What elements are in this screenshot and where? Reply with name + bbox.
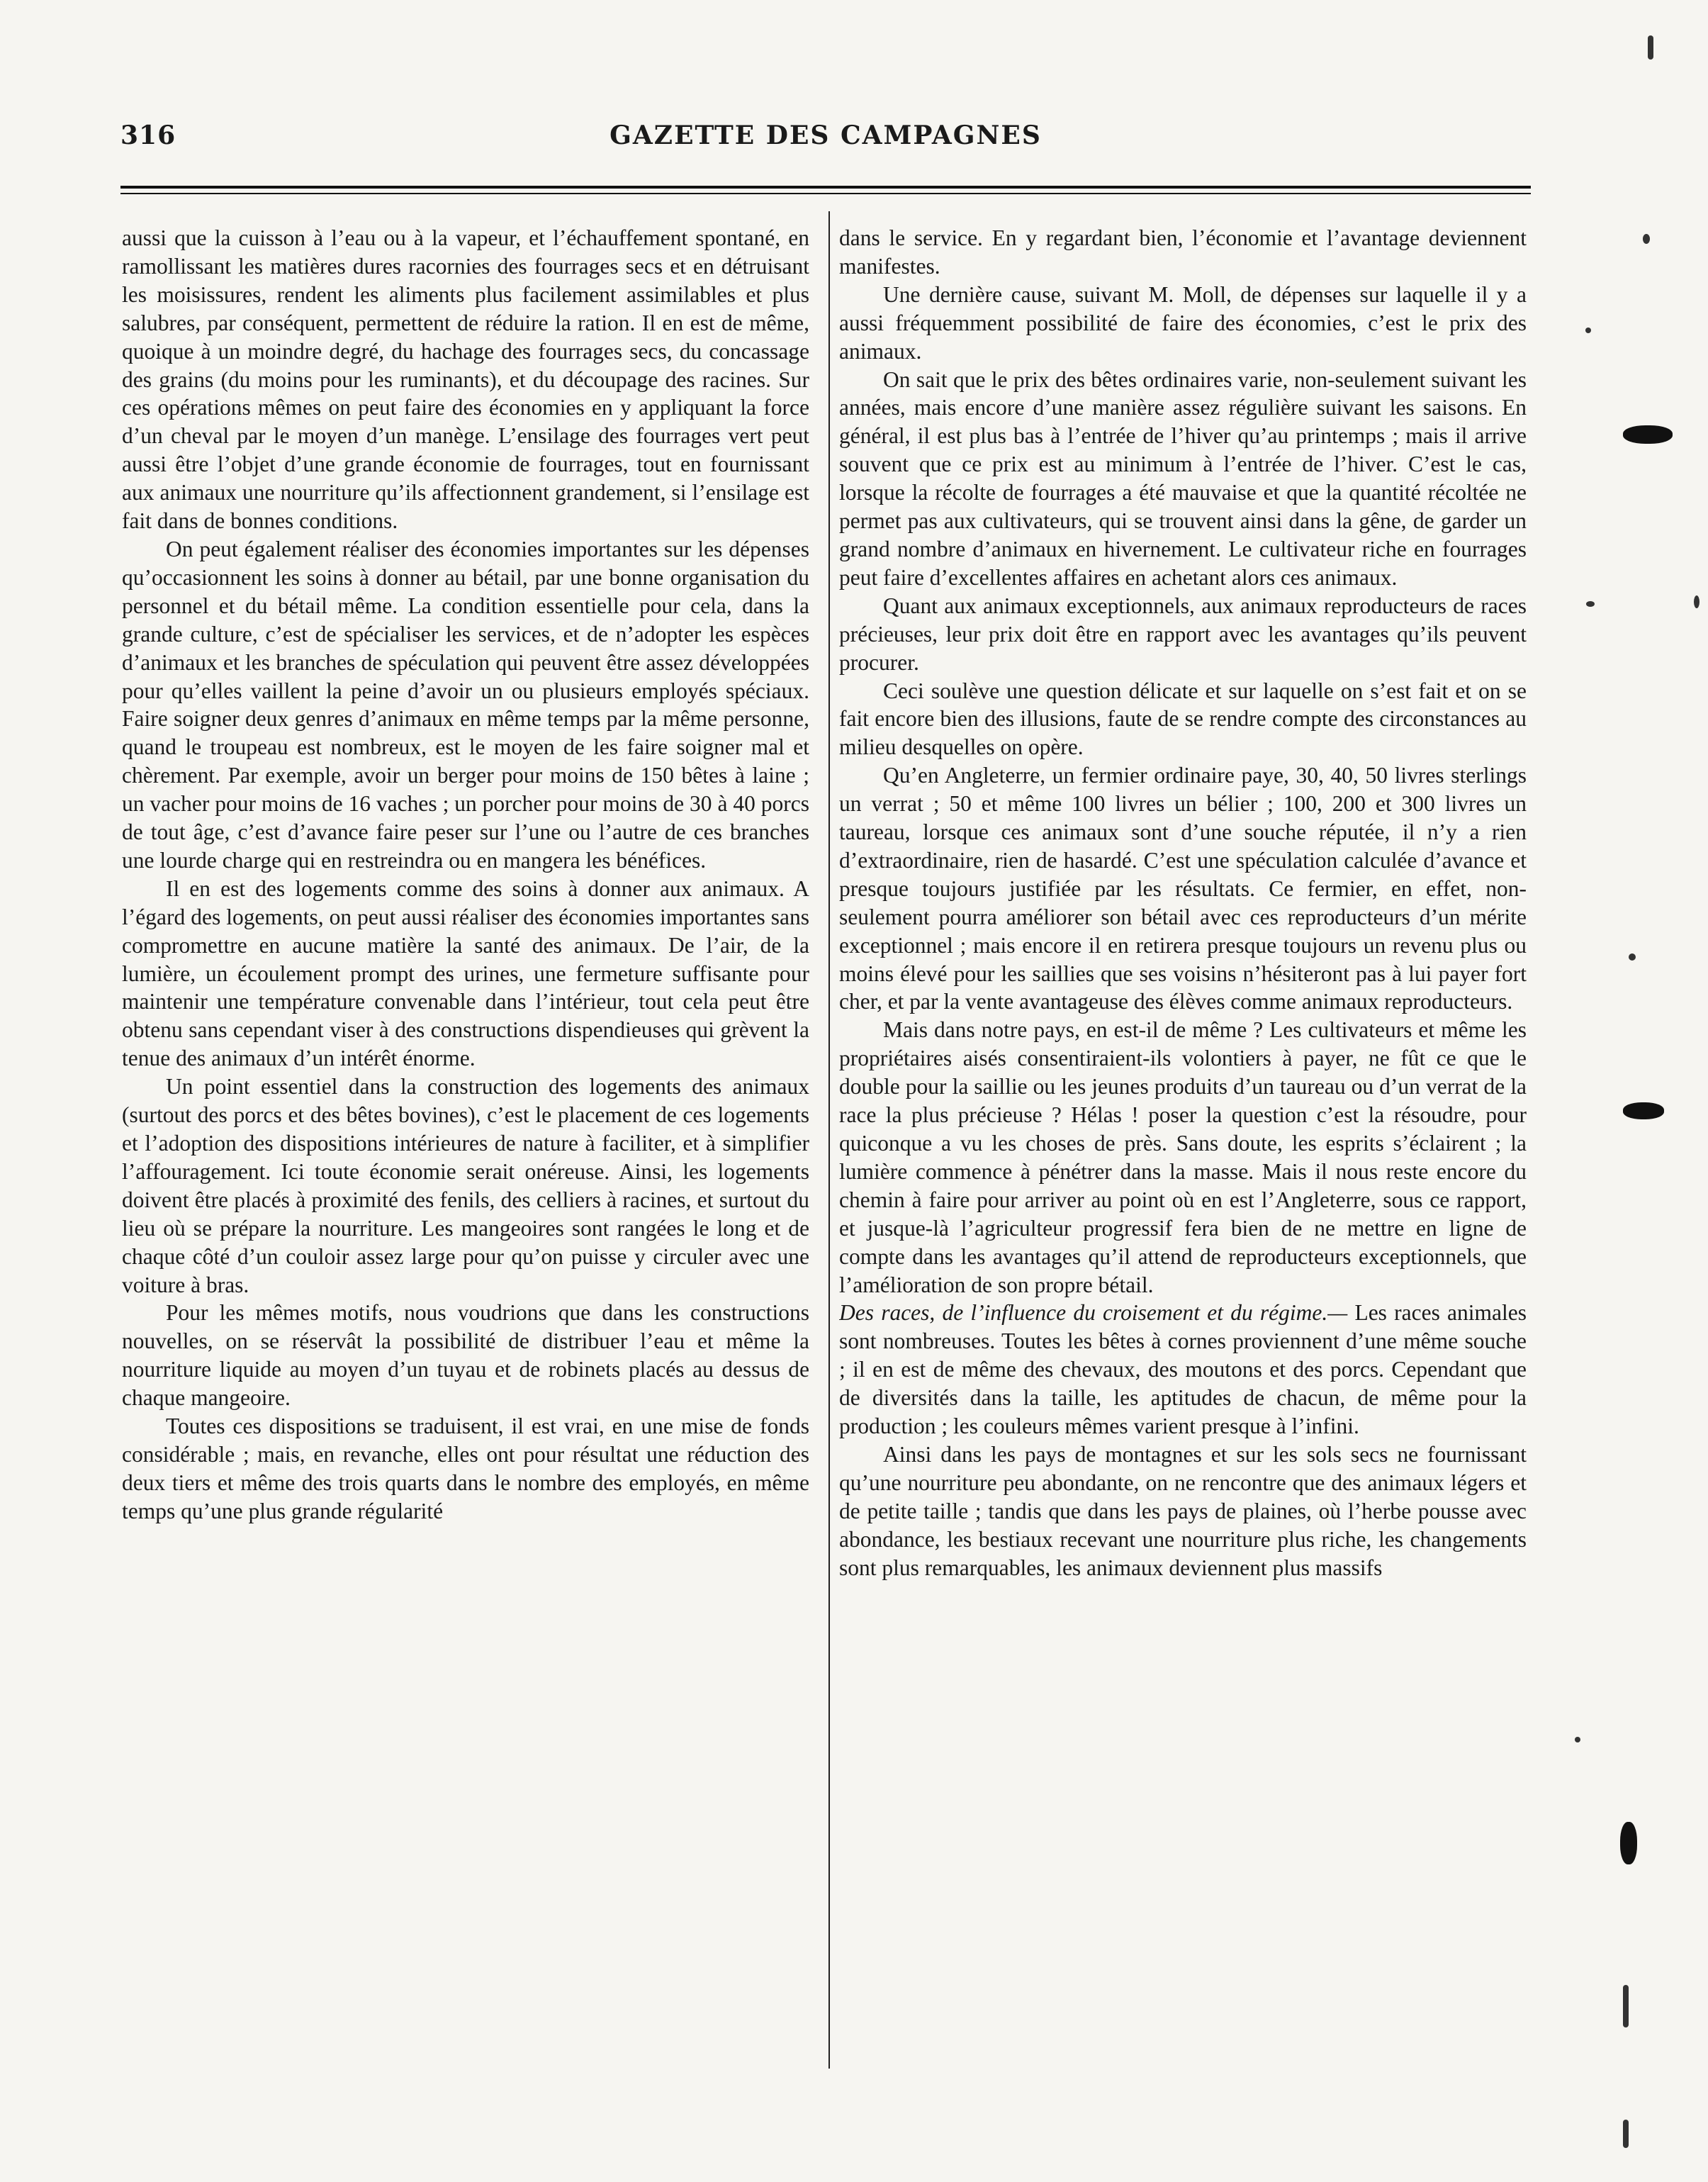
section-heading: Des races, de l’influence du croisement et du régime.—: [839, 1300, 1348, 1326]
paragraph: On peut également réaliser des économies importantes sur les dépenses qu’occasionnent les soins à donner au bétail, par une bonne organisation du personnel et du bétail même. La condition essentielle pour cela, dans la grande culture, c’est de spécialiser les services, et de n’adopter les espèces d’animaux et les branches de spéculation qui peuvent être assez développées pour qu’elles vaillent la peine d’avoir un ou plusieurs employés spéciaux. Faire soigner deux genres d’animaux en même temps par la même personne, quand le troupeau est nombreux, est le moyen de les faire soigner mal et chèrement. Par exemple, avoir un berger pour moins de 150 bêtes à laine ; un vacher pour moins de 16 vaches ; un porcher pour moins de 30 à 40 porcs de tout âge, c’est d’avance faire peser sur l’une ou l’autre de ces branches une lourde charge qui en restreindra ou en mangera les bénéfices.: [122, 536, 809, 873]
page-header: [120, 121, 1531, 163]
left-column: [122, 224, 809, 2067]
scan-speck: [1629, 953, 1636, 961]
paragraph: Il en est des logements comme des soins à donner aux animaux. A l’égard des logements, on peut aussi réaliser des économies importantes sans compromettre en aucune matière la santé des animaux. De l’air, de la lumière, un écoulement prompt des urines, une fermeture suffisante pour maintenir une température convenable dans l’intérieur, tout cela peut être obtenu sans cependant viser à des constructions dispendieuses qui grèvent la tenue des animaux d’un intérêt énorme.: [122, 875, 809, 1071]
paragraph: Mais dans notre pays, en est-il de même ? Les cultivateurs et même les propriétaires aisés consentiraient-ils volontiers à payer, ne fût ce que le double pour la saillie ou les jeunes produits d’un taureau ou d’un verrat de la race la plus précieuse ? Hélas ! poser la question c’est la résoudre, pour quiconque a vu les choses de près. Sans doute, les esprits s’éclairent ; la lumière commence à pénétrer dans la masse. Mais il nous reste encore du chemin à faire pour arriver au point où en est l’Angleterre, sous ce rapport, et jusque-là l’agriculteur progressif fera bien de ne mettre en ligne de compte dans les avantages qu’il attend de reproducteurs exceptionnels, que l’amélioration de son propre bétail.: [839, 1017, 1527, 1297]
scan-speck: [1623, 1985, 1629, 2027]
scan-speck: [1643, 234, 1650, 244]
paragraph: Une dernière cause, suivant M. Moll, de dépenses sur laquelle il y a aussi fréquemment possibilité de faire des économies, c’est le prix des animaux.: [839, 281, 1527, 364]
paragraph: Pour les mêmes motifs, nous voudrions que dans les constructions nouvelles, on se réservât la possibilité de distribuer l’eau et même la nourriture liquide au moyen d’un tuyau et de robinets placés au dessus de chaque mangeoire.: [122, 1300, 809, 1411]
right-column: [839, 224, 1527, 2067]
paragraph: Un point essentiel dans la construction des logements des animaux (surtout des porcs et des bêtes bovines), c’est le placement de ces logements et l’adoption des dispositions intérieures de nature à faciliter, et à simplifier l’affouragement. Ici toute économie serait onéreuse. Ainsi, les logements doivent être placés à proximité des fenils, des celliers à racines, et surtout du lieu où se prépare la nourriture. Les mangeoires sont rangées le long et de chaque côté d’un couloir assez large pour qu’on puisse y circuler avec une voiture à bras.: [122, 1074, 809, 1297]
section-paragraph: [839, 1299, 1527, 1440]
paragraph: dans le service. En y regardant bien, l’économie et l’avantage deviennent manifestes.: [839, 225, 1527, 279]
scan-speck: [1623, 2120, 1629, 2148]
paragraph: Quant aux animaux exceptionnels, aux animaux reproducteurs de races précieuses, leur prix doit être en rapport avec les avantages qu’ils peuvent procurer.: [839, 593, 1527, 675]
paragraph: Toutes ces dispositions se traduisent, il est vrai, en une mise de fonds considérable ; mais, en revanche, elles ont pour résultat une réduction des deux tiers et même des trois quarts dans le nombre des employés, en même temps qu’une plus grande régularité: [122, 1414, 809, 1523]
scan-speck: [1586, 601, 1595, 607]
header-rule-thin: [120, 193, 1531, 194]
scan-speck: [1694, 595, 1699, 608]
ink-blot: [1623, 425, 1673, 444]
scan-speck: [1648, 35, 1653, 60]
paragraph: Ainsi dans les pays de montagnes et sur les sols secs ne fournissant qu’une nourriture peu abondante, on ne rencontre que des animaux légers et de petite taille ; tandis que dans les pays de plaines, où l’herbe pousse avec abondance, les bestiaux recevant une nourriture plus riche, les changements sont plus remarquables, les animaux deviennent plus massifs: [839, 1441, 1527, 1580]
paragraph: On sait que le prix des bêtes ordinaires varie, non-seulement suivant les années, mais encore d’une manière assez régulière suivant les saisons. En général, il est plus bas à l’entrée de l’hiver qu’au printemps ; mais il arrive souvent que ce prix est au minimum à l’entrée de l’hiver. C’est le cas, lorsque la récolte de fourrages a été mauvaise et que la quantité récoltée ne permet pas aux cultivateurs, qui se trouvent ainsi dans la gêne, de garder un grand nombre d’animaux en hivernement. Le cultivateur riche en fourrages peut faire d’excellentes affaires en achetant alors ces animaux.: [839, 367, 1527, 590]
scan-speck: [1585, 328, 1591, 333]
paragraph: Qu’en Angleterre, un fermier ordinaire paye, 30, 40, 50 livres sterlings un verrat ; 50 et même 100 livres un bélier ; 100, 200 et 300 livres un taureau, lorsque ces animaux sont d’une souche réputée, il n’y a rien d’extraordinaire, rien de hasardé. C’est une spéculation calculée d’avance et presque toujours justifiée par les résultats. Ce fermier, en effet, non-seulement pourra améliorer son bétail avec ces reproducteurs d’un mérite exceptionnel ; mais encore il en retirera presque toujours un revenu plus ou moins élevé pour les saillies que ses voisins n’hésiteront pas à lui payer fort cher, et par la vente avantageuse des élèves comme animaux reproducteurs.: [839, 763, 1527, 1014]
paragraph: Ceci soulève une question délicate et sur laquelle on s’est fait et on se fait encore bien des illusions, faute de se rendre compte des circonstances au milieu desquelles on opère.: [839, 678, 1527, 760]
paragraph: aussi que la cuisson à l’eau ou à la vapeur, et l’échauffement spontané, en ramollissant les matières dures racornies des fourrages secs et en détruisant les moisissures, rendent les aliments plus facilement assimilables et plus salubres, par conséquent, permettent de réduire la ration. Il en est de même, quoique à un moindre degré, du hachage des fourrages secs, du concassage des grains (du moins pour les ruminants), et du découpage des racines. Sur ces opérations mêmes on peut faire des économies en y appliquant la force d’un cheval par le moyen d’un manège. L’ensilage des fourrages vert peut aussi être l’objet d’une grande économie de fourrages, tout en fournissant aux animaux une nourriture qu’ils affectionnent grandement, si l’ensilage est fait dans de bonnes conditions.: [122, 225, 809, 534]
header-rule-thick: [120, 186, 1531, 189]
running-title: GAZETTE DES CAMPAGNES: [609, 121, 1042, 150]
ink-blot: [1620, 1822, 1637, 1864]
page-number: 316: [120, 121, 176, 150]
section-body: Les races animales sont nombreuses. Toutes les bêtes à cornes proviennent d’une même souche ; il en est de même des chevaux, des moutons et des porcs. Cependant que de diversités dans la taille, les aptitudes de chacun, de même pour la production ; les couleurs mêmes varient presque à l’infini.: [839, 1300, 1527, 1439]
ink-blot: [1623, 1102, 1664, 1119]
scan-speck: [1575, 1737, 1580, 1742]
column-divider: [828, 211, 830, 2069]
